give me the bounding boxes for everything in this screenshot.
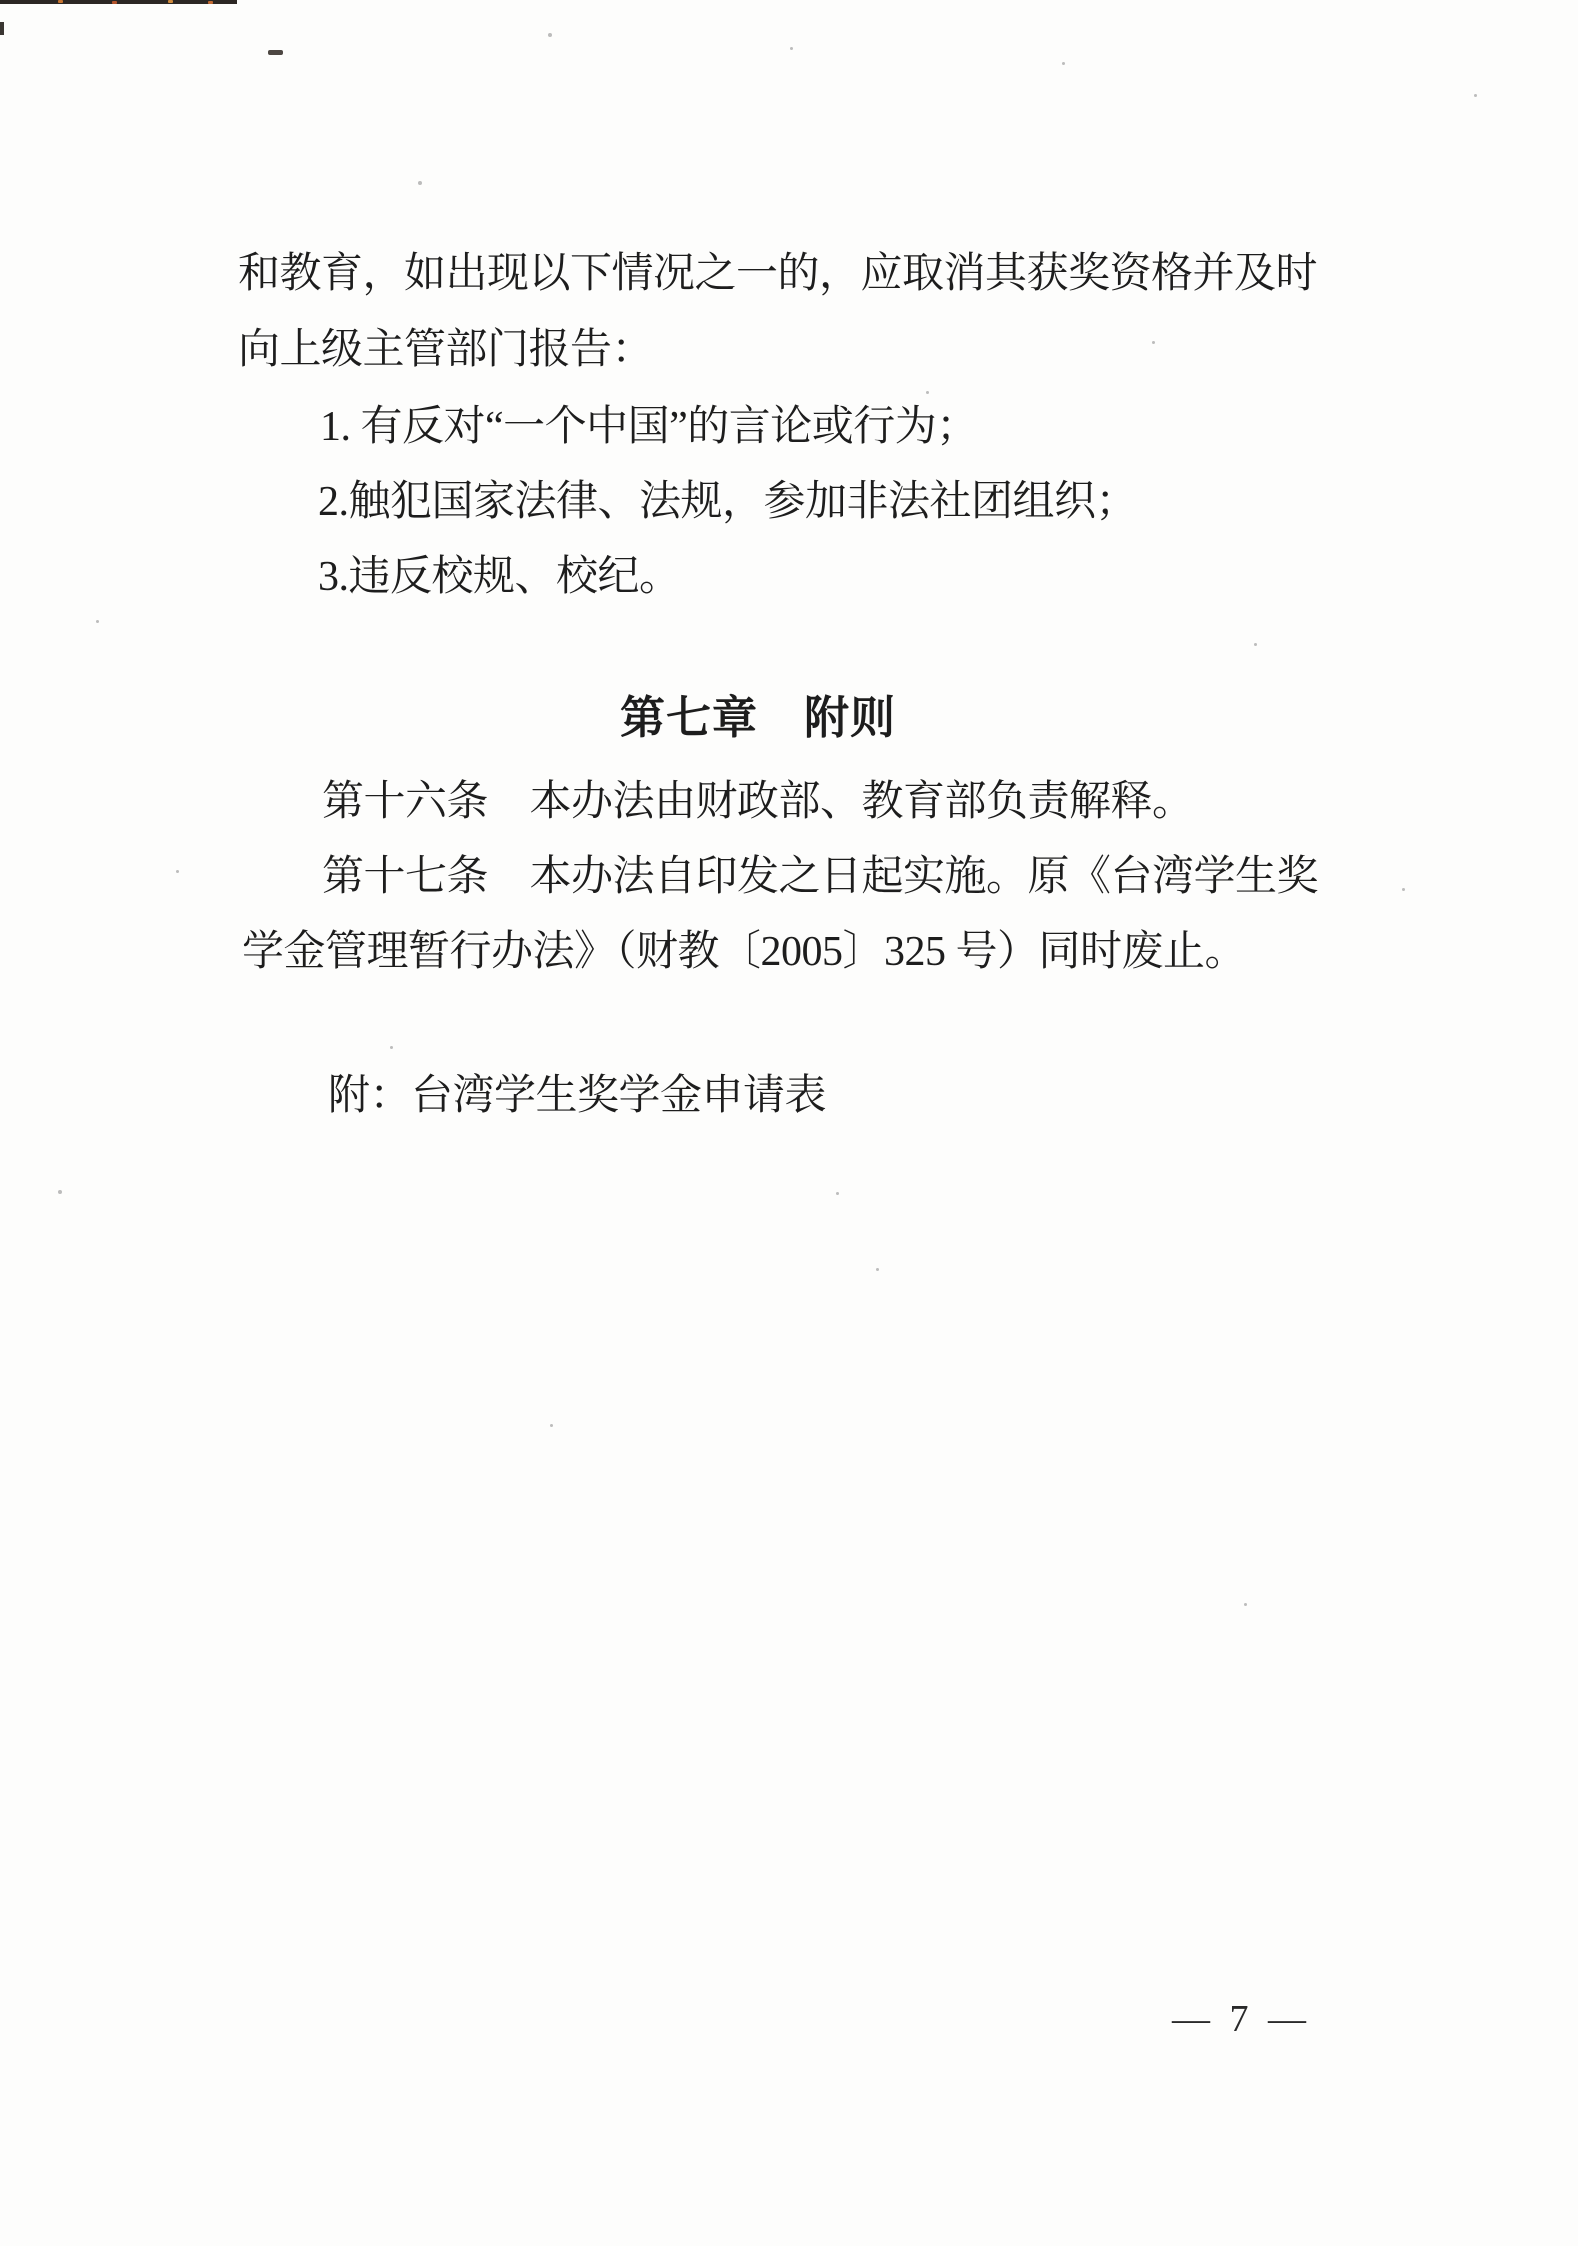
scan-edge-artifact (0, 0, 237, 4)
scan-speck (96, 620, 99, 623)
scan-speck (58, 1190, 62, 1194)
article-16-text: 第十六条 本办法由财政部、教育部负责解释。 (322, 779, 1194, 825)
scan-fleck (168, 0, 173, 3)
article-17-line-1: 第十七条 本办法自印发之日起实施。原《台湾学生奖 (322, 854, 1319, 900)
scan-fleck (208, 1, 213, 4)
list-item-2: 2.触犯国家法律、法规，参加非法社团组织； (318, 479, 1138, 525)
scan-speck (550, 1424, 553, 1427)
scan-speck (1254, 643, 1257, 646)
scan-fleck (112, 1, 117, 4)
paragraph-line-1: 和教育，如出现以下情况之一的，应取消其获奖资格并及时 (238, 251, 1318, 297)
scan-speck (836, 1192, 839, 1195)
scan-speck (176, 870, 179, 873)
list-item-1: 1. 有反对“一个中国”的言论或行为； (320, 404, 978, 450)
chapter-heading: 第七章 附则 (619, 692, 896, 743)
scan-edge-artifact (0, 22, 4, 35)
scan-speck (1062, 62, 1065, 65)
scan-speck (790, 47, 793, 50)
scan-speck (1152, 341, 1155, 344)
scan-speck (1402, 888, 1405, 891)
scan-speck (390, 1046, 393, 1049)
scan-speck (876, 1268, 879, 1271)
scan-stray-mark (268, 50, 283, 55)
paragraph-line-2: 向上级主管部门报告： (238, 327, 654, 373)
attachment-note: 附：台湾学生奖学金申请表 (328, 1073, 827, 1119)
scan-speck (418, 181, 422, 185)
scan-speck (548, 33, 552, 37)
scan-fleck (58, 0, 63, 3)
scan-speck (1474, 94, 1477, 97)
list-item-3: 3.违反校规、校纪。 (318, 554, 681, 600)
article-17-line-2: 学金管理暂行办法》（财教〔2005〕325 号）同时废止。 (242, 929, 1247, 975)
scan-speck (926, 391, 929, 394)
page-number: — 7 — (1172, 1998, 1311, 2040)
scan-speck (1244, 1603, 1247, 1606)
